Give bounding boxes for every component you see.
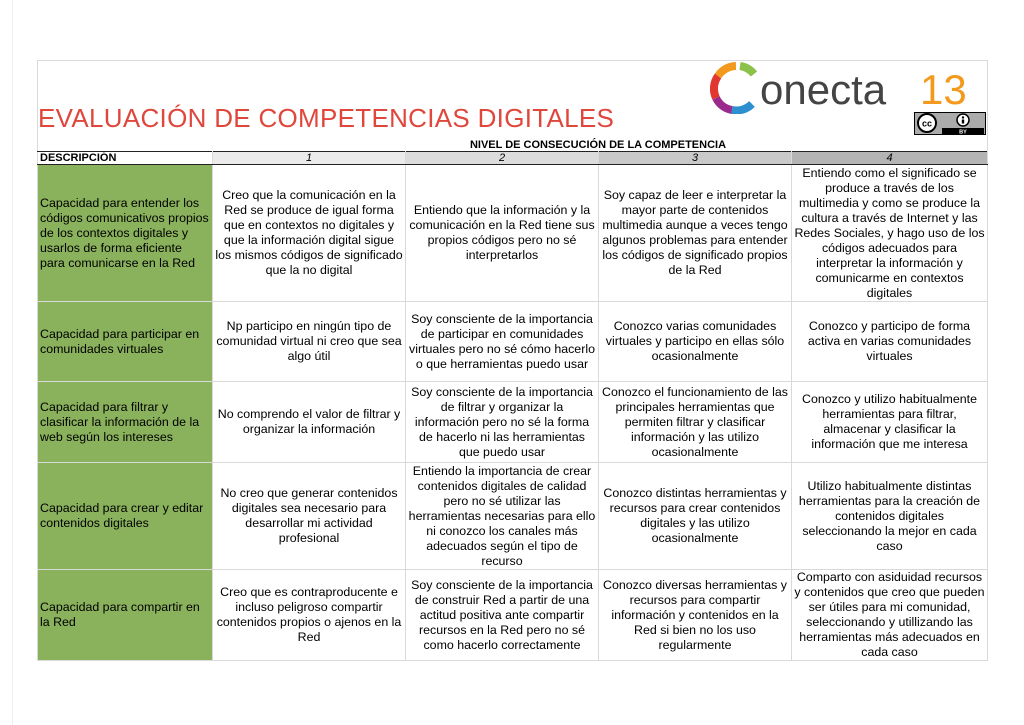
table-row [38, 382, 988, 463]
row-description: Capacidad para filtrar y clasificar la información de la web según los intereses [38, 382, 213, 463]
row-description: Capacidad para compartir en la Red [38, 570, 213, 661]
cell-level-3: Conozco diversas herramientas y recursos para compartir información y contenidos en la Red si bien no los uso regularmente [599, 570, 792, 661]
table-row [38, 302, 988, 382]
page-edge-line [12, 0, 13, 725]
row-description: Capacidad para crear y editar contenidos digitales [38, 463, 213, 570]
cell-level-3: Conozco distintas herramientas y recursos para crear contenidos digitales y las utilizo ocasionalmente [599, 463, 792, 570]
svg-text:BY: BY [959, 129, 967, 135]
cell-level-2: Soy consciente de la importancia de participar en comunidades virtuales pero no sé cómo hacerlo o que herramientas puedo usar [406, 302, 599, 382]
row-description: Capacidad para participar en comunidades virtuales [38, 302, 213, 382]
header-level-3: 3 [599, 152, 792, 165]
cell-level-2: Entiendo la importancia de crear contenidos digitales de calidad pero no sé utilizar las herramientas necesarias para ello ni conozco los canales más adecuados según el tipo de recurso [406, 463, 599, 570]
cell-level-4: Conozco y utilizo habitualmente herramientas para filtrar, almacenar y clasificar la información que me interesa [792, 382, 988, 463]
cell-level-4: Conozco y participo de forma activa en varias comunidades virtuales [792, 302, 988, 382]
row-description: Capacidad para entender los códigos comunicativos propios de los contextos digitales y usarlos de forma eficiente para comunicarse en la Red [38, 165, 213, 302]
header-description: DESCRIPCIÓN [38, 152, 213, 165]
cell-level-4: Utilizo habitualmente distintas herramientas para la creación de contenidos digitales seleccionando la mejor en cada caso [792, 463, 988, 570]
cell-level-3: Conozco varias comunidades virtuales y participo en ellas sólo ocasionalmente [599, 302, 792, 382]
logo-c-icon [714, 66, 754, 110]
header-row [38, 152, 988, 165]
cell-level-4: Comparto con asiduidad recursos y contenidos que creo que pueden ser útiles para mi comunidad, seleccionando y utillizando las herramientas más adecuados en cada caso [792, 570, 988, 661]
cell-level-1: Np participo en ningún tipo de comunidad virtual ni creo que sea algo útil [213, 302, 406, 382]
cell-level-1: No comprendo el valor de filtrar y organizar la información [213, 382, 406, 463]
header-level-2: 2 [406, 152, 599, 165]
cell-level-4: Entiendo como el significado se produce a través de los multimedia y como se produce la cultura a través de Internet y las Redes Sociales, y hago uso de los códigos adecuados para interpretar la información y comunicarme en contextos digitales [792, 165, 988, 302]
conecta13-logo [710, 62, 985, 114]
cell-level-2: Soy consciente de la importancia de construir Red a partir de una actitud positiva ante compartir recursos en la Red pero no sé como hacerlo correctamente [406, 570, 599, 661]
table-row [38, 570, 988, 661]
level-header: NIVEL DE CONSECUCIÓN DE LA COMPETENCIA [469, 139, 727, 151]
cell-level-1: No creo que generar contenidos digitales sea necesario para desarrollar mi actividad profesional [213, 463, 406, 570]
header-level-4: 4 [792, 152, 988, 165]
header-level-1: 1 [213, 152, 406, 165]
cell-level-2: Soy consciente de la importancia de filtrar y organizar la información pero no sé la forma de hacerlo ni las herramientas que puedo usar [406, 382, 599, 463]
svg-text:13: 13 [920, 66, 967, 113]
cell-level-3: Soy capaz de leer e interpretar la mayor parte de contenidos multimedia aunque a veces tengo algunos problemas para entender los códigos de significado propios de la Red [599, 165, 792, 302]
cell-level-3: Conozco el funcionamiento de las principales herramientas que permiten filtrar y clasificar información y las utilizo ocasionalmente [599, 382, 792, 463]
table-row [38, 165, 988, 302]
cell-level-2: Entiendo que la información y la comunicación en la Red tiene sus propios códigos pero no sé interpretarlos [406, 165, 599, 302]
page-title: EVALUACIÓN DE COMPETENCIAS DIGITALES [38, 103, 615, 133]
table-row [38, 463, 988, 570]
competency-table [37, 151, 988, 661]
svg-text:onecta: onecta [760, 66, 887, 113]
cell-level-1: Creo que la comunicación en la Red se produce de igual forma que en contextos no digitales y que la información digital sigue los mismos códigos de significado que la no digital [213, 165, 406, 302]
cc-by-license-icon [914, 112, 986, 135]
svg-text:cc: cc [921, 118, 933, 129]
cell-level-1: Creo que es contraproducente e incluso peligroso compartir contenidos propios o ajenos en la Red [213, 570, 406, 661]
